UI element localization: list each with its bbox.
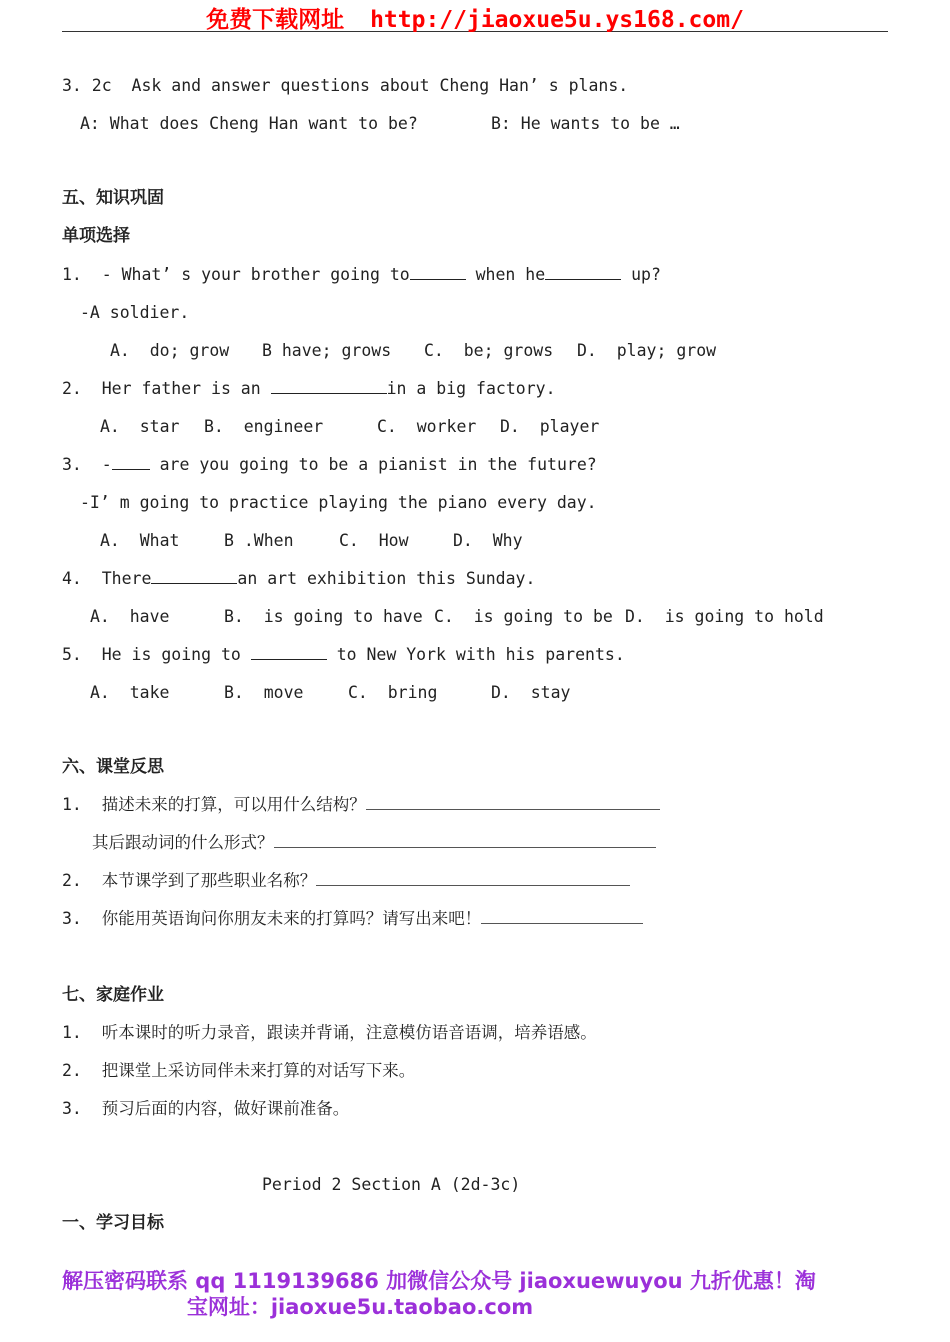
header-banner (62, 1, 888, 34)
q5-text-b: to New York with his parents. (336, 645, 625, 664)
reflection-1b-blank (274, 833, 656, 848)
homework-3-text: 预习后面的内容，做好课前准备。 (101, 1099, 350, 1118)
header-site-label: 免费下载网址 (206, 7, 345, 33)
q5-option-a: A. take (90, 683, 170, 702)
q1-option-b: B have; grows (262, 341, 392, 360)
q5-option-b: B. move (224, 683, 304, 702)
q1-reply: -A soldier. (80, 303, 190, 322)
section6-title: 六、课堂反思 (62, 757, 164, 777)
reflection-3-text: 你能用英语询问你朋友未来的打算吗？请写出来吧！ (101, 909, 482, 928)
q1-text-a: 1. - What’ s your brother going to (62, 265, 410, 284)
reflection-1-num: 1. (62, 795, 82, 814)
q3-blank (112, 455, 150, 470)
q4-option-a: A. have (90, 607, 170, 626)
q3-option-a: A. What (100, 531, 180, 550)
q2-option-c: C. worker (377, 417, 477, 436)
q2-question (62, 379, 556, 399)
q4-option-c: C. is going to be (434, 607, 613, 626)
q2-option-b: B. engineer (204, 417, 324, 436)
homework-2 (62, 1061, 415, 1081)
q3-text-b: are you going to be a pianist in the future? (159, 455, 597, 474)
reflection-1-blank (366, 795, 660, 810)
q3-option-b: B .When (224, 531, 294, 550)
homework-1-text: 听本课时的听力录音，跟读并背诵，注意模仿语音语调，培养语感。 (101, 1023, 597, 1042)
header-url-link[interactable]: http://jiaoxue5u.ys168.com/ (370, 7, 744, 33)
q5-text-a: 5. He is going to (62, 645, 241, 664)
q1-question (62, 265, 661, 285)
reflection-2-blank (316, 871, 630, 886)
dialog-question: A: What does Cheng Han want to be? (80, 114, 418, 133)
reflection-3-num: 3. (62, 909, 82, 928)
period-title: Period 2 Section A (2d-3c) (262, 1175, 521, 1194)
reflection-3-blank (481, 909, 643, 924)
section5-subtitle: 单项选择 (62, 226, 130, 246)
q2-option-d: D. player (500, 417, 600, 436)
reflection-1b (92, 833, 656, 853)
section7-title: 七、家庭作业 (62, 985, 164, 1005)
learning-goals-title: 一、学习目标 (62, 1213, 164, 1233)
homework-3-num: 3. (62, 1099, 82, 1118)
q1-text-c: up? (631, 265, 661, 284)
reflection-1b-text: 其后跟动词的什么形式？ (92, 833, 274, 852)
q3-text-a: 3. - (62, 455, 112, 474)
q1-option-d: D. play; grow (577, 341, 717, 360)
footer-shop-link[interactable]: 宝网址：jiaoxue5u.taobao.com (186, 1295, 534, 1319)
q3-option-c: C. How (339, 531, 409, 550)
q3-question (62, 455, 597, 475)
page-footer (62, 1268, 888, 1320)
reflection-2-num: 2. (62, 871, 82, 890)
q4-text-a: 4. There (62, 569, 152, 588)
homework-1 (62, 1023, 597, 1043)
homework-3 (62, 1099, 349, 1119)
reflection-1 (62, 795, 660, 815)
homework-2-text: 把课堂上采访同伴未来打算的对话写下来。 (101, 1061, 416, 1080)
q4-question (62, 569, 535, 589)
q5-question (62, 645, 625, 665)
homework-1-num: 1. (62, 1023, 82, 1042)
dialog-answer: B: He wants to be … (491, 114, 680, 133)
q1-text-b: when he (475, 265, 546, 284)
homework-2-num: 2. (62, 1061, 82, 1080)
section5-title: 五、知识巩固 (62, 188, 164, 208)
q4-text-b: an art exhibition this Sunday. (237, 569, 536, 588)
task-2c: 3. 2c Ask and answer questions about Cheng Han’ s plans. (62, 76, 629, 95)
q3-reply: -I’ m going to practice playing the piano every day. (80, 493, 597, 512)
q1-blank-2 (545, 265, 621, 280)
q1-blank-1 (410, 265, 466, 280)
q2-option-a: A. star (100, 417, 180, 436)
page-header (62, 0, 888, 32)
footer-contact-line: 解压密码联系 qq 1119139686 加微信公众号 jiaoxuewuyou 九折优惠！淘 (62, 1269, 816, 1293)
q1-option-c: C. be; grows (424, 341, 554, 360)
q5-blank (251, 645, 327, 660)
q1-option-a: A. do; grow (110, 341, 230, 360)
q2-text-a: 2. Her father is an (62, 379, 261, 398)
q5-option-c: C. bring (348, 683, 438, 702)
q2-text-b: in a big factory. (386, 379, 556, 398)
reflection-3 (62, 909, 643, 929)
reflection-2 (62, 871, 630, 891)
q2-blank (271, 379, 387, 394)
q4-option-b: B. is going to have (224, 607, 423, 626)
reflection-1-text: 描述未来的打算，可以用什么结构？ (101, 795, 366, 814)
q3-option-d: D. Why (453, 531, 523, 550)
q5-option-d: D. stay (491, 683, 571, 702)
q4-blank (151, 569, 237, 584)
reflection-2-text: 本节课学到了那些职业名称？ (101, 871, 317, 890)
q4-option-d: D. is going to hold (625, 607, 824, 626)
